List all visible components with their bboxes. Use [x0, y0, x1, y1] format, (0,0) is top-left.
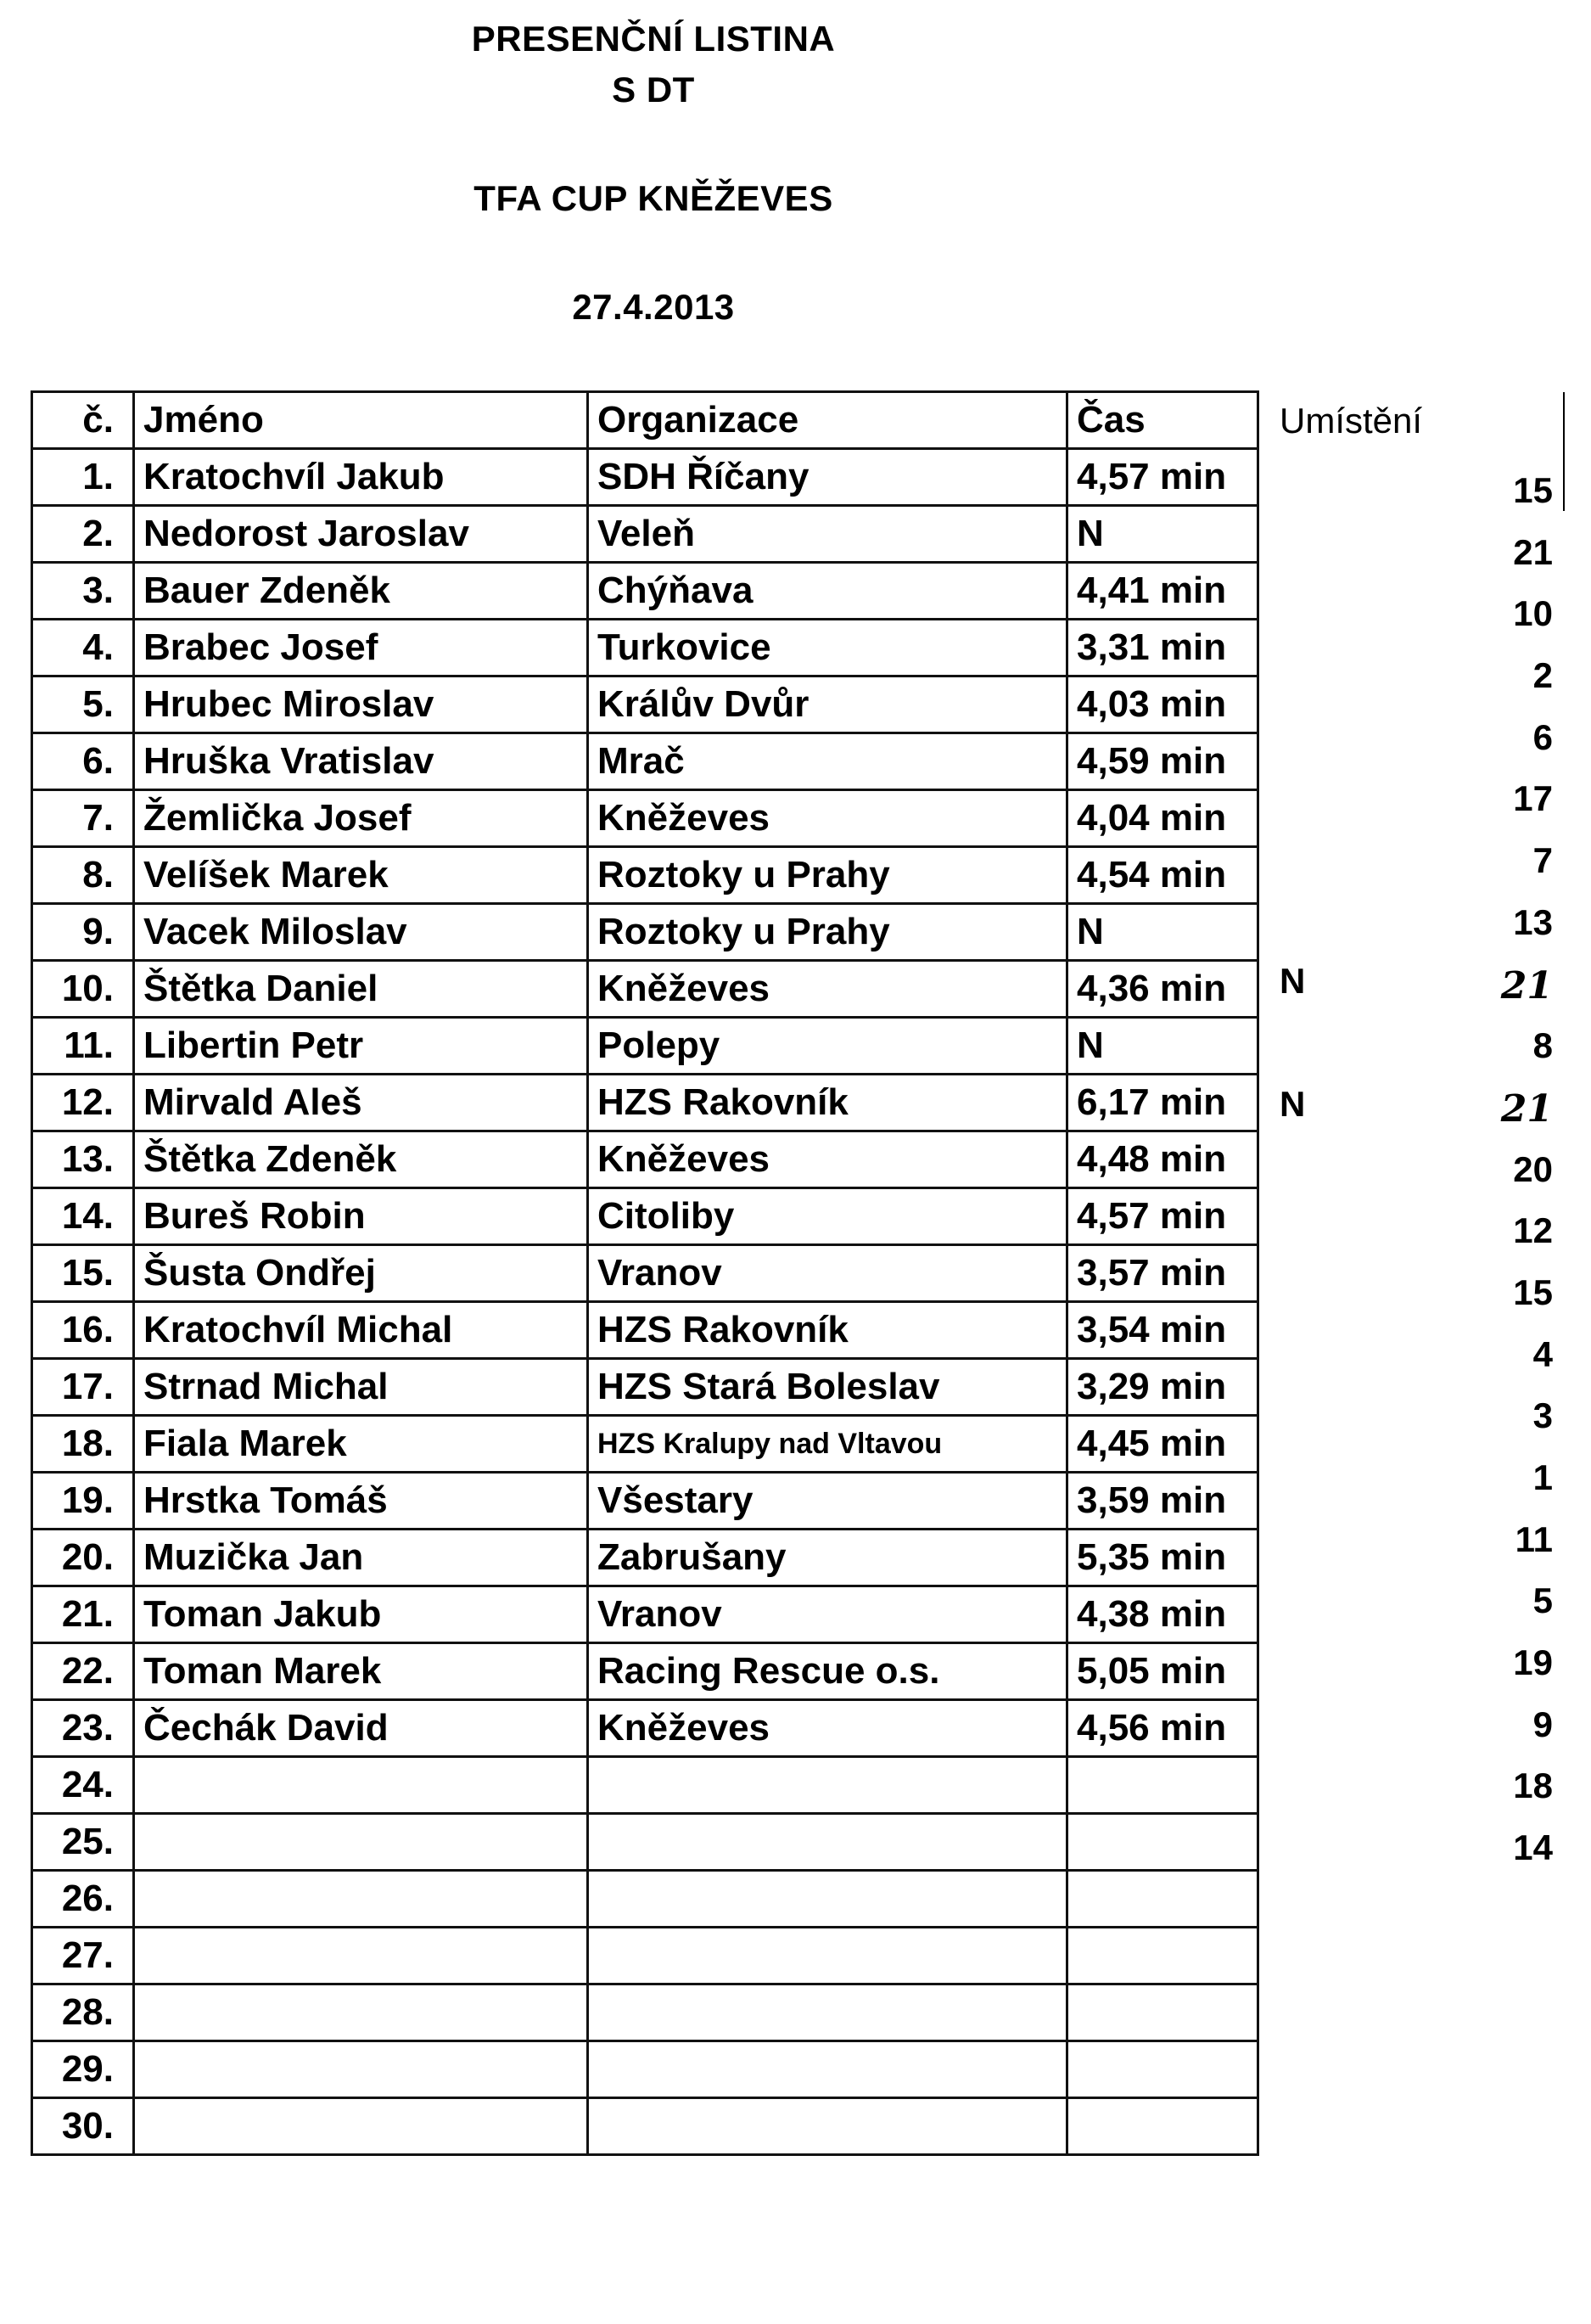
table-row [32, 1871, 1258, 1928]
placement-row [1273, 1131, 1561, 1193]
header-place: Umístění [1280, 401, 1423, 441]
placement-row [1273, 1377, 1561, 1439]
row-number: 4. [32, 620, 134, 676]
table-row [32, 563, 1258, 620]
placement-value: 12 [1513, 1210, 1553, 1251]
participant-organization [588, 1871, 1067, 1928]
placement-row [1273, 575, 1561, 637]
row-number: 22. [32, 1643, 134, 1700]
participant-time: 3,31 min [1067, 620, 1258, 676]
placement-row [1273, 699, 1561, 761]
participant-organization: Chýňava [588, 563, 1067, 620]
participant-time [1067, 1928, 1258, 1984]
row-number: 2. [32, 506, 134, 563]
participant-time: 4,38 min [1067, 1586, 1258, 1643]
row-number: 1. [32, 449, 134, 506]
row-number: 6. [32, 733, 134, 790]
table-row [32, 733, 1258, 790]
participant-name [134, 1757, 588, 1814]
table-row [32, 1302, 1258, 1359]
participant-name: Muzička Jan [134, 1530, 588, 1586]
participant-name: Libertin Petr [134, 1018, 588, 1075]
participant-organization: HZS Kralupy nad Vltavou [588, 1416, 1067, 1473]
participant-organization: Kněževes [588, 790, 1067, 847]
participant-name [134, 1928, 588, 1984]
row-number: 14. [32, 1188, 134, 1245]
table-row [32, 1643, 1258, 1700]
placement-column [1273, 452, 1561, 2303]
placement-row [1273, 1192, 1561, 1254]
placement-row [1273, 884, 1561, 946]
status-mark: N [1280, 1083, 1306, 1124]
table-row [32, 961, 1258, 1018]
row-number: 8. [32, 847, 134, 904]
table-row [32, 1473, 1258, 1530]
participant-organization: Polepy [588, 1018, 1067, 1075]
participant-time [1067, 2041, 1258, 2098]
table-row [32, 2098, 1258, 2155]
participant-organization [588, 1757, 1067, 1814]
participant-time: 4,57 min [1067, 1188, 1258, 1245]
participant-name: Vacek Miloslav [134, 904, 588, 961]
table-row [32, 676, 1258, 733]
participant-name: Velíšek Marek [134, 847, 588, 904]
table-row [32, 790, 1258, 847]
row-number: 7. [32, 790, 134, 847]
placement-row [1273, 2179, 1561, 2241]
participant-name: Toman Jakub [134, 1586, 588, 1643]
participant-organization [588, 2041, 1067, 2098]
row-number: 30. [32, 2098, 134, 2155]
table-row [32, 1928, 1258, 1984]
row-number: 25. [32, 1814, 134, 1871]
table-header-row [32, 392, 1258, 449]
participant-time: 4,04 min [1067, 790, 1258, 847]
table-row [32, 1814, 1258, 1871]
placement-value: 10 [1513, 593, 1553, 634]
row-number: 3. [32, 563, 134, 620]
header-num: č. [32, 392, 134, 449]
participant-organization: Zabrušany [588, 1530, 1067, 1586]
participant-time: 4,56 min [1067, 1700, 1258, 1757]
table-row [32, 904, 1258, 961]
participant-name: Čechák David [134, 1700, 588, 1757]
row-number: 10. [32, 961, 134, 1018]
row-number: 11. [32, 1018, 134, 1075]
participant-organization: Racing Rescue o.s. [588, 1643, 1067, 1700]
table-row [32, 1757, 1258, 1814]
placement-row [1273, 946, 1561, 1008]
participant-organization: Roztoky u Prahy [588, 904, 1067, 961]
table-row [32, 620, 1258, 676]
table-row [32, 1530, 1258, 1586]
participant-organization: Turkovice [588, 620, 1067, 676]
placement-row [1273, 1686, 1561, 1748]
participant-name: Brabec Josef [134, 620, 588, 676]
participant-organization [588, 1928, 1067, 1984]
participant-organization: HZS Rakovník [588, 1302, 1067, 1359]
participant-name: Kratochvíl Michal [134, 1302, 588, 1359]
placement-value: 14 [1513, 1827, 1553, 1868]
participant-time [1067, 1871, 1258, 1928]
participant-time: N [1067, 1018, 1258, 1075]
participant-organization: HZS Stará Boleslav [588, 1359, 1067, 1416]
participant-name: Šusta Ondřej [134, 1245, 588, 1302]
table-row [32, 2041, 1258, 2098]
placement-row [1273, 514, 1561, 575]
placement-row [1273, 1316, 1561, 1378]
participant-name [134, 1984, 588, 2041]
placement-value: 7 [1532, 840, 1553, 881]
row-number: 9. [32, 904, 134, 961]
participant-name: Štětka Daniel [134, 961, 588, 1018]
placement-value: 21 [1500, 963, 1553, 1008]
participant-time: 5,35 min [1067, 1530, 1258, 1586]
placement-row [1273, 760, 1561, 822]
participant-organization: Kněževes [588, 1131, 1067, 1188]
participant-time: 4,54 min [1067, 847, 1258, 904]
table-row [32, 847, 1258, 904]
participant-name: Žemlička Josef [134, 790, 588, 847]
row-number: 27. [32, 1928, 134, 1984]
participant-organization: Vranov [588, 1586, 1067, 1643]
placement-value: 13 [1513, 901, 1553, 942]
participant-name: Bureš Robin [134, 1188, 588, 1245]
placement-row [1273, 1747, 1561, 1809]
placement-row [1273, 452, 1561, 514]
participant-time: N [1067, 904, 1258, 961]
placement-value: 21 [1513, 531, 1553, 572]
placement-value: 11 [1515, 1518, 1553, 1559]
participant-name: Kratochvíl Jakub [134, 449, 588, 506]
participant-name [134, 2041, 588, 2098]
placement-value: 15 [1513, 1271, 1553, 1312]
row-number: 17. [32, 1359, 134, 1416]
placement-value: 8 [1532, 1025, 1553, 1066]
placement-value: 5 [1532, 1580, 1553, 1621]
participant-organization: Roztoky u Prahy [588, 847, 1067, 904]
placement-row [1273, 1809, 1561, 1871]
participant-name: Mirvald Aleš [134, 1075, 588, 1131]
participant-organization: Králův Dvůr [588, 676, 1067, 733]
table-row [32, 1075, 1258, 1131]
participant-name: Nedorost Jaroslav [134, 506, 588, 563]
placement-row [1273, 2118, 1561, 2180]
participant-time: 3,54 min [1067, 1302, 1258, 1359]
participant-name [134, 1814, 588, 1871]
participant-name [134, 2098, 588, 2155]
participant-name: Bauer Zdeněk [134, 563, 588, 620]
participant-organization: Mrač [588, 733, 1067, 790]
row-number: 21. [32, 1586, 134, 1643]
placement-value: 6 [1532, 716, 1553, 757]
event-date: 27.4.2013 [572, 287, 735, 327]
participant-name: Hrubec Miroslav [134, 676, 588, 733]
participant-time: 3,29 min [1067, 1359, 1258, 1416]
placement-row [1273, 2056, 1561, 2118]
placement-value: 21 [1500, 1086, 1553, 1131]
row-number: 5. [32, 676, 134, 733]
participant-time: 4,59 min [1067, 733, 1258, 790]
participant-organization: Všestary [588, 1473, 1067, 1530]
row-number: 26. [32, 1871, 134, 1928]
header-org: Organizace [588, 392, 1067, 449]
participant-organization [588, 1984, 1067, 2041]
table-row [32, 1359, 1258, 1416]
table-row [32, 449, 1258, 506]
participant-name [134, 1871, 588, 1928]
placement-row [1273, 1439, 1561, 1501]
table-row [32, 1700, 1258, 1757]
table-row [32, 1416, 1258, 1473]
table-row [32, 1245, 1258, 1302]
header-time: Čas [1067, 392, 1258, 449]
table-row [32, 1586, 1258, 1643]
table-row [32, 1188, 1258, 1245]
placement-value: 1 [1532, 1457, 1553, 1497]
row-number: 13. [32, 1131, 134, 1188]
table-row [32, 506, 1258, 563]
row-number: 12. [32, 1075, 134, 1131]
participant-time: 6,17 min [1067, 1075, 1258, 1131]
margin-line [1563, 392, 1565, 511]
participant-time: 4,36 min [1067, 961, 1258, 1018]
participant-name: Štětka Zdeněk [134, 1131, 588, 1188]
placement-row [1273, 1994, 1561, 2056]
status-mark: N [1280, 960, 1306, 1001]
participant-name: Fiala Marek [134, 1416, 588, 1473]
participant-organization: Kněževes [588, 1700, 1067, 1757]
participant-time: 5,05 min [1067, 1643, 1258, 1700]
participant-name: Hruška Vratislav [134, 733, 588, 790]
placement-value: 18 [1513, 1765, 1553, 1806]
participant-organization: Citoliby [588, 1188, 1067, 1245]
participant-time [1067, 2098, 1258, 2155]
placement-value: 4 [1532, 1333, 1553, 1374]
participant-organization: HZS Rakovník [588, 1075, 1067, 1131]
table-row [32, 1131, 1258, 1188]
participant-time: 3,57 min [1067, 1245, 1258, 1302]
participant-organization: Kněževes [588, 961, 1067, 1018]
participant-time: 4,03 min [1067, 676, 1258, 733]
table-row [32, 1018, 1258, 1075]
placement-row [1273, 1562, 1561, 1624]
document-title: PRESENČNÍ LISTINA [471, 19, 836, 59]
participant-name: Toman Marek [134, 1643, 588, 1700]
table-row [32, 1984, 1258, 2041]
participant-name: Hrstka Tomáš [134, 1473, 588, 1530]
row-number: 28. [32, 1984, 134, 2041]
participant-time [1067, 1814, 1258, 1871]
header-name: Jméno [134, 392, 588, 449]
participant-organization [588, 1814, 1067, 1871]
placement-value: 19 [1513, 1642, 1553, 1683]
participant-organization: Vranov [588, 1245, 1067, 1302]
row-number: 16. [32, 1302, 134, 1359]
row-number: 24. [32, 1757, 134, 1814]
participant-organization: SDH Říčany [588, 449, 1067, 506]
participant-time: 4,57 min [1067, 449, 1258, 506]
placement-value: 20 [1513, 1148, 1553, 1189]
participant-time [1067, 1984, 1258, 2041]
participant-time: 4,45 min [1067, 1416, 1258, 1473]
row-number: 18. [32, 1416, 134, 1473]
row-number: 15. [32, 1245, 134, 1302]
document-subtitle: S DT [612, 70, 695, 109]
placement-value: 15 [1513, 470, 1553, 510]
attendance-table [31, 390, 1259, 2156]
row-number: 23. [32, 1700, 134, 1757]
placement-value: 2 [1532, 655, 1553, 696]
participant-time: 3,59 min [1067, 1473, 1258, 1530]
placement-row [1273, 2241, 1561, 2303]
row-number: 29. [32, 2041, 134, 2098]
participant-organization [588, 2098, 1067, 2155]
participant-time: 4,48 min [1067, 1131, 1258, 1188]
placement-row [1273, 1624, 1561, 1686]
placement-row [1273, 1069, 1561, 1131]
event-name: TFA CUP KNĚŽEVES [473, 178, 833, 218]
placement-row [1273, 1871, 1561, 1933]
placement-row [1273, 1254, 1561, 1316]
row-number: 19. [32, 1473, 134, 1530]
placement-value: 9 [1532, 1704, 1553, 1744]
placement-row [1273, 822, 1561, 884]
placement-row [1273, 637, 1561, 699]
placement-row [1273, 1007, 1561, 1069]
participant-organization: Veleň [588, 506, 1067, 563]
placement-row [1273, 1501, 1561, 1563]
participant-time: N [1067, 506, 1258, 563]
placement-row [1273, 1933, 1561, 1995]
placement-value: 17 [1513, 778, 1553, 819]
row-number: 20. [32, 1530, 134, 1586]
participant-time [1067, 1757, 1258, 1814]
participant-name: Strnad Michal [134, 1359, 588, 1416]
participant-time: 4,41 min [1067, 563, 1258, 620]
placement-value: 3 [1532, 1395, 1553, 1436]
